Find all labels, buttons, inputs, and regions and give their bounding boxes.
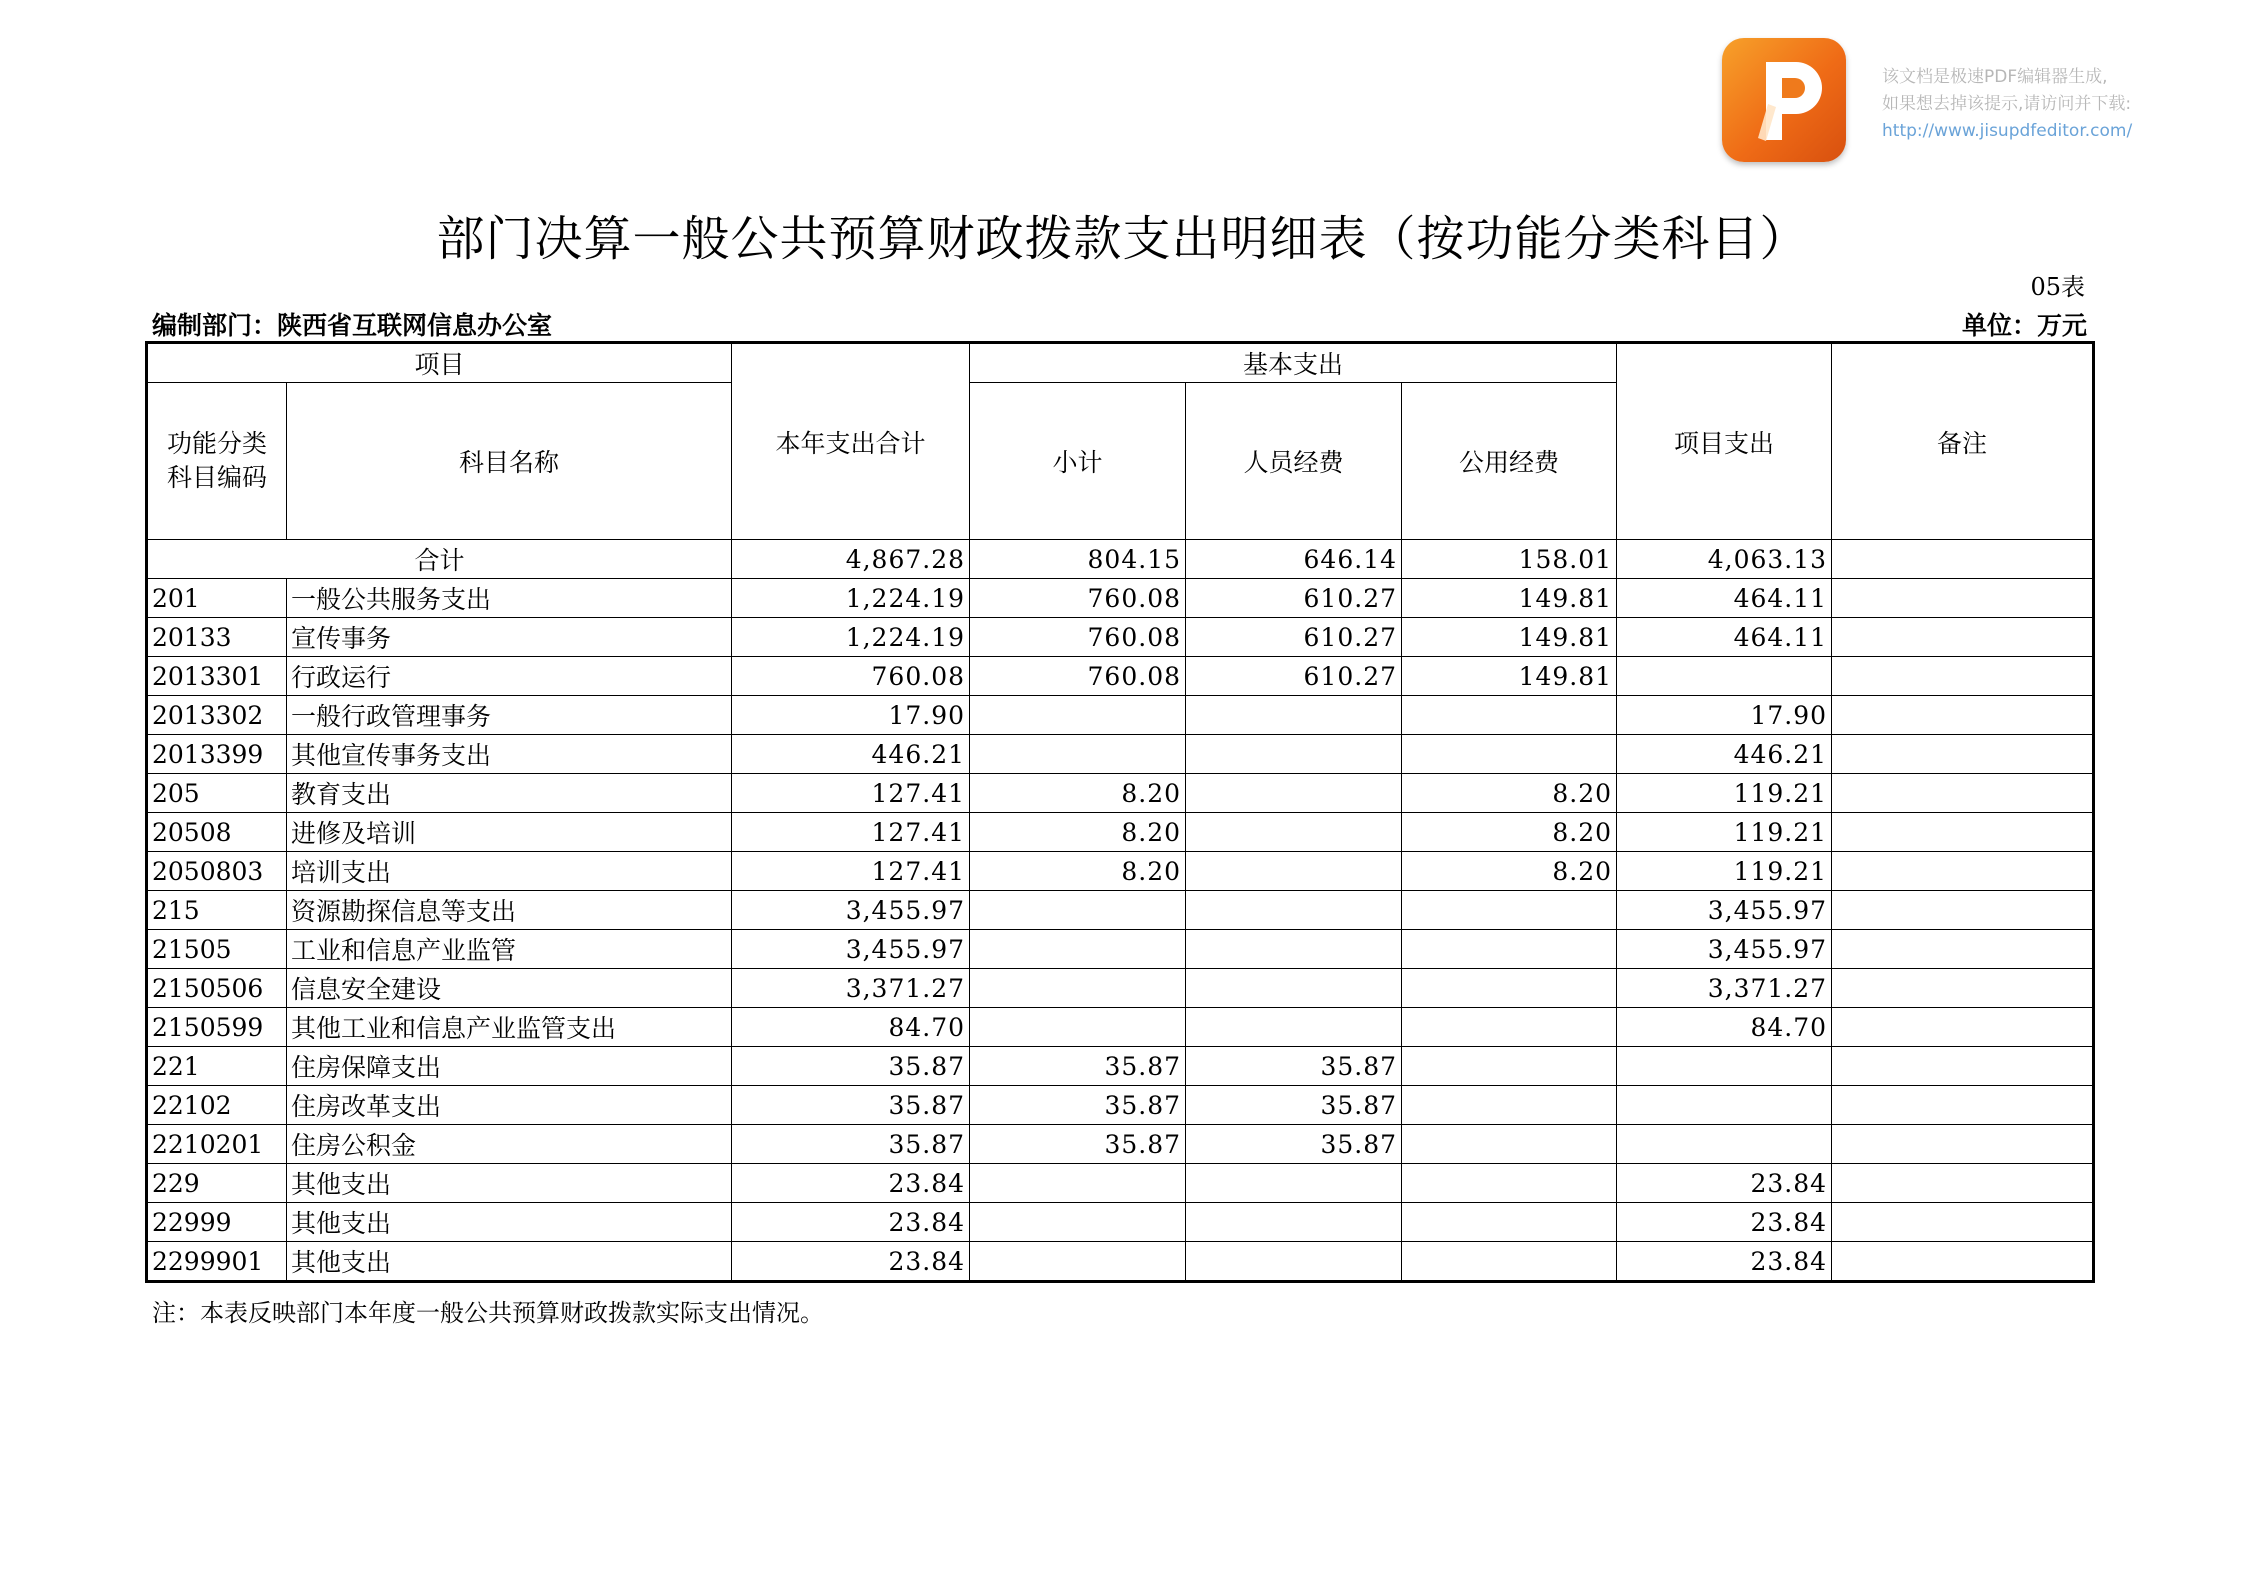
cell-subtotal: 8.20	[970, 774, 1186, 813]
header-personnel: 人员经费	[1186, 383, 1402, 540]
cell-project: 3,371.27	[1617, 969, 1832, 1008]
cell-subtotal	[970, 1203, 1186, 1242]
cell-project: 23.84	[1617, 1164, 1832, 1203]
table-row	[147, 930, 2094, 969]
watermark-line-2: 如果想去掉该提示,请访问并下载:	[1882, 94, 2132, 114]
cell-subtotal	[970, 696, 1186, 735]
cell-remark	[1832, 891, 2094, 930]
cell-subtotal	[970, 1164, 1186, 1203]
cell-personnel	[1186, 852, 1402, 891]
cell-name: 其他工业和信息产业监管支出	[287, 1008, 732, 1047]
cell-remark	[1832, 813, 2094, 852]
table-row	[147, 1164, 2094, 1203]
cell-code: 215	[147, 891, 287, 930]
pdf-editor-logo-icon	[1722, 38, 1846, 162]
cell-public	[1402, 1125, 1617, 1164]
cell-personnel: 35.87	[1186, 1047, 1402, 1086]
cell-personnel: 35.87	[1186, 1125, 1402, 1164]
cell-name: 一般公共服务支出	[287, 579, 732, 618]
cell-total: 35.87	[732, 1047, 970, 1086]
header-code	[147, 383, 287, 540]
total-row	[147, 540, 2094, 579]
cell-public	[1402, 1242, 1617, 1282]
total-subtotal: 804.15	[970, 540, 1186, 579]
cell-code: 20133	[147, 618, 287, 657]
cell-code: 2013301	[147, 657, 287, 696]
cell-total: 17.90	[732, 696, 970, 735]
cell-project	[1617, 1086, 1832, 1125]
cell-total: 3,455.97	[732, 891, 970, 930]
cell-project: 119.21	[1617, 813, 1832, 852]
cell-subtotal	[970, 891, 1186, 930]
cell-subtotal	[970, 1008, 1186, 1047]
header-subtotal: 小计	[970, 383, 1186, 540]
cell-name: 住房公积金	[287, 1125, 732, 1164]
cell-public: 8.20	[1402, 813, 1617, 852]
cell-remark	[1832, 969, 2094, 1008]
cell-personnel	[1186, 1164, 1402, 1203]
cell-project: 23.84	[1617, 1203, 1832, 1242]
cell-public: 149.81	[1402, 618, 1617, 657]
cell-remark	[1832, 1008, 2094, 1047]
table-row	[147, 1242, 2094, 1282]
cell-personnel: 610.27	[1186, 657, 1402, 696]
cell-code: 2013399	[147, 735, 287, 774]
cell-remark	[1832, 774, 2094, 813]
cell-remark	[1832, 1164, 2094, 1203]
form-number: 05表	[2030, 273, 2085, 301]
cell-personnel: 610.27	[1186, 618, 1402, 657]
cell-public	[1402, 930, 1617, 969]
cell-personnel	[1186, 891, 1402, 930]
cell-code: 2013302	[147, 696, 287, 735]
cell-public	[1402, 696, 1617, 735]
cell-public: 149.81	[1402, 579, 1617, 618]
cell-subtotal: 760.08	[970, 579, 1186, 618]
header-public: 公用经费	[1402, 383, 1617, 540]
cell-total: 23.84	[732, 1164, 970, 1203]
cell-project: 464.11	[1617, 618, 1832, 657]
cell-name: 行政运行	[287, 657, 732, 696]
total-total: 4,867.28	[732, 540, 970, 579]
total-label: 合计	[147, 540, 732, 579]
cell-project	[1617, 657, 1832, 696]
cell-total: 3,455.97	[732, 930, 970, 969]
table-row	[147, 852, 2094, 891]
cell-personnel	[1186, 696, 1402, 735]
header-code-line-2: 科目编码	[166, 463, 267, 492]
cell-total: 1,224.19	[732, 579, 970, 618]
cell-total: 446.21	[732, 735, 970, 774]
cell-project: 23.84	[1617, 1242, 1832, 1282]
cell-project: 84.70	[1617, 1008, 1832, 1047]
table-row	[147, 891, 2094, 930]
total-remark	[1832, 540, 2094, 579]
cell-total: 127.41	[732, 813, 970, 852]
cell-total: 35.87	[732, 1086, 970, 1125]
cell-project: 119.21	[1617, 774, 1832, 813]
cell-subtotal: 760.08	[970, 657, 1186, 696]
cell-name: 进修及培训	[287, 813, 732, 852]
cell-public	[1402, 1164, 1617, 1203]
total-personnel: 646.14	[1186, 540, 1402, 579]
cell-code: 2210201	[147, 1125, 287, 1164]
total-project: 4,063.13	[1617, 540, 1832, 579]
cell-remark	[1832, 930, 2094, 969]
header-remark: 备注	[1832, 343, 2094, 540]
cell-total: 127.41	[732, 774, 970, 813]
total-public: 158.01	[1402, 540, 1617, 579]
watermark-line-1: 该文档是极速PDF编辑器生成,	[1882, 67, 2108, 87]
cell-project: 3,455.97	[1617, 891, 1832, 930]
page-title: 部门决算一般公共预算财政拨款支出明细表（按功能分类科目）	[436, 211, 1809, 267]
cell-project	[1617, 1125, 1832, 1164]
cell-remark	[1832, 696, 2094, 735]
cell-name: 资源勘探信息等支出	[287, 891, 732, 930]
cell-code: 229	[147, 1164, 287, 1203]
table-row	[147, 774, 2094, 813]
cell-total: 3,371.27	[732, 969, 970, 1008]
cell-code: 2050803	[147, 852, 287, 891]
header-project: 项目支出	[1617, 343, 1832, 540]
unit-label: 单位：万元	[1961, 311, 2087, 340]
cell-name: 其他支出	[287, 1242, 732, 1282]
cell-remark	[1832, 735, 2094, 774]
watermark-notice	[1882, 64, 2132, 145]
cell-project: 17.90	[1617, 696, 1832, 735]
table-row	[147, 1047, 2094, 1086]
cell-personnel	[1186, 774, 1402, 813]
cell-total: 84.70	[732, 1008, 970, 1047]
cell-project: 3,455.97	[1617, 930, 1832, 969]
table-row	[147, 1086, 2094, 1125]
cell-public	[1402, 1086, 1617, 1125]
cell-public	[1402, 1008, 1617, 1047]
cell-subtotal: 8.20	[970, 813, 1186, 852]
cell-personnel	[1186, 969, 1402, 1008]
cell-subtotal: 35.87	[970, 1047, 1186, 1086]
cell-remark	[1832, 1125, 2094, 1164]
cell-name: 住房保障支出	[287, 1047, 732, 1086]
cell-subtotal: 35.87	[970, 1086, 1186, 1125]
cell-personnel	[1186, 1008, 1402, 1047]
cell-code: 2299901	[147, 1242, 287, 1282]
cell-project	[1617, 1047, 1832, 1086]
cell-subtotal	[970, 1242, 1186, 1282]
table-row	[147, 813, 2094, 852]
cell-name: 工业和信息产业监管	[287, 930, 732, 969]
cell-total: 23.84	[732, 1203, 970, 1242]
cell-name: 其他支出	[287, 1203, 732, 1242]
compiling-department: 编制部门：陕西省互联网信息办公室	[152, 311, 553, 340]
cell-public: 8.20	[1402, 774, 1617, 813]
cell-personnel	[1186, 930, 1402, 969]
cell-code: 221	[147, 1047, 287, 1086]
cell-code: 201	[147, 579, 287, 618]
cell-project: 464.11	[1617, 579, 1832, 618]
cell-total: 127.41	[732, 852, 970, 891]
cell-name: 教育支出	[287, 774, 732, 813]
cell-total: 35.87	[732, 1125, 970, 1164]
cell-code: 22102	[147, 1086, 287, 1125]
cell-subtotal: 760.08	[970, 618, 1186, 657]
cell-name: 宣传事务	[287, 618, 732, 657]
cell-public	[1402, 1203, 1617, 1242]
cell-subtotal	[970, 969, 1186, 1008]
cell-personnel: 35.87	[1186, 1086, 1402, 1125]
table-row	[147, 1125, 2094, 1164]
cell-name: 一般行政管理事务	[287, 696, 732, 735]
table-row	[147, 1203, 2094, 1242]
header-name: 科目名称	[287, 383, 732, 540]
cell-personnel	[1186, 735, 1402, 774]
header-item: 项目	[147, 343, 732, 383]
cell-remark	[1832, 579, 2094, 618]
cell-total: 23.84	[732, 1242, 970, 1282]
header-basic: 基本支出	[970, 343, 1617, 383]
cell-code: 205	[147, 774, 287, 813]
watermark-url-link[interactable]: http://www.jisupdfeditor.com/	[1882, 121, 2133, 141]
cell-public	[1402, 735, 1617, 774]
header-code-line-1: 功能分类	[166, 429, 267, 458]
table-row	[147, 1008, 2094, 1047]
cell-public: 149.81	[1402, 657, 1617, 696]
cell-name: 培训支出	[287, 852, 732, 891]
cell-remark	[1832, 1047, 2094, 1086]
cell-subtotal: 35.87	[970, 1125, 1186, 1164]
cell-code: 22999	[147, 1203, 287, 1242]
table-row	[147, 657, 2094, 696]
cell-subtotal	[970, 735, 1186, 774]
cell-total: 760.08	[732, 657, 970, 696]
cell-name: 住房改革支出	[287, 1086, 732, 1125]
cell-remark	[1832, 1086, 2094, 1125]
cell-code: 21505	[147, 930, 287, 969]
cell-public	[1402, 969, 1617, 1008]
cell-project: 446.21	[1617, 735, 1832, 774]
cell-personnel	[1186, 813, 1402, 852]
cell-subtotal: 8.20	[970, 852, 1186, 891]
cell-remark	[1832, 657, 2094, 696]
cell-subtotal	[970, 930, 1186, 969]
cell-name: 其他支出	[287, 1164, 732, 1203]
table-note: 注：本表反映部门本年度一般公共预算财政拨款实际支出情况。	[152, 1299, 824, 1327]
expenditure-table	[145, 341, 2095, 1283]
cell-remark	[1832, 1242, 2094, 1282]
table-row	[147, 579, 2094, 618]
table-row	[147, 696, 2094, 735]
cell-project: 119.21	[1617, 852, 1832, 891]
cell-personnel: 610.27	[1186, 579, 1402, 618]
cell-total: 1,224.19	[732, 618, 970, 657]
cell-personnel	[1186, 1242, 1402, 1282]
table-row	[147, 618, 2094, 657]
cell-public: 8.20	[1402, 852, 1617, 891]
table-row	[147, 969, 2094, 1008]
cell-remark	[1832, 618, 2094, 657]
cell-remark	[1832, 1203, 2094, 1242]
cell-personnel	[1186, 1203, 1402, 1242]
table-row	[147, 735, 2094, 774]
cell-remark	[1832, 852, 2094, 891]
cell-code: 2150599	[147, 1008, 287, 1047]
cell-public	[1402, 1047, 1617, 1086]
cell-name: 信息安全建设	[287, 969, 732, 1008]
cell-name: 其他宣传事务支出	[287, 735, 732, 774]
cell-code: 20508	[147, 813, 287, 852]
cell-code: 2150506	[147, 969, 287, 1008]
cell-public	[1402, 891, 1617, 930]
header-total: 本年支出合计	[732, 343, 970, 540]
